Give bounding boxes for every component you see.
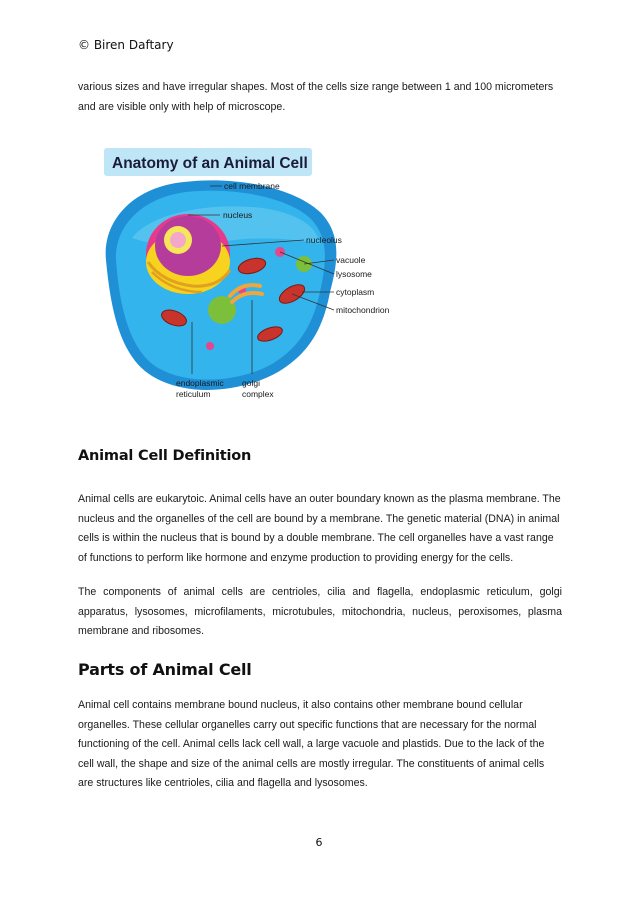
label-nucleus: nucleus [223,210,253,220]
label-golgi-line2: complex [242,389,274,399]
intro-paragraph: various sizes and have irregular shapes. Most of the cells size range between 1 and 100 micrometers and are visible only with help of microscope. [78,81,554,113]
label-golgi-line1: golgi [242,378,260,388]
nucleus-graphic [146,214,230,294]
label-mitochondrion: mitochondrion [336,305,390,315]
label-lysosome: lysosome [336,269,372,279]
label-cytoplasm: cytoplasm [336,287,375,297]
definition-paragraph-2: The components of animal cells are centrioles, cilia and flagella, endoplasmic reticulum, golgi apparatus, lysosomes, microfilaments, microtubules, mitochondria, nucleus, peroxisomes, plasma membrane and ribosomes. [78,586,562,637]
label-er-line2: reticulum [176,389,211,399]
copyright-header: © Biren Daftary [78,38,174,52]
label-er-line1: endoplasmic [176,378,224,388]
parts-paragraph: Animal cell contains membrane bound nucleus, it also contains other membrane bound cellular organelles. These cellular organelles carry out specific functions that are necessary for the normal functioning of the cell. Animal cells lack cell wall, a large vacuole and plastids. Due to the lack of the cell wall, the shape and size of the animal cells are mostly irregular. The constituents of animal cells are structures like centrioles, cilia and flagella and lysosomes. [78,699,545,789]
figure-title: Anatomy of an Animal Cell [112,155,308,172]
label-cell-membrane: cell membrane [224,181,280,191]
animal-cell-figure [92,142,392,410]
definition-paragraph-1: Animal cells are eukarytoic. Animal cells have an outer boundary known as the plasma membrane. The nucleus and the organelles of the cell are bound by a membrane. The genetic material (DNA) in animal cells is within the nucleus that is bound by a double membrane. The cell organelles have a vast range of functions to perform like hormone and enzyme production to providing energy for the cells. [78,493,561,564]
label-nucleolus: nucleolus [306,235,342,245]
page-number: 6 [315,836,323,849]
section-heading-definition: Animal Cell Definition [78,448,252,464]
label-vacuole: vacuole [336,255,366,265]
section-heading-parts: Parts of Animal Cell [78,660,252,679]
